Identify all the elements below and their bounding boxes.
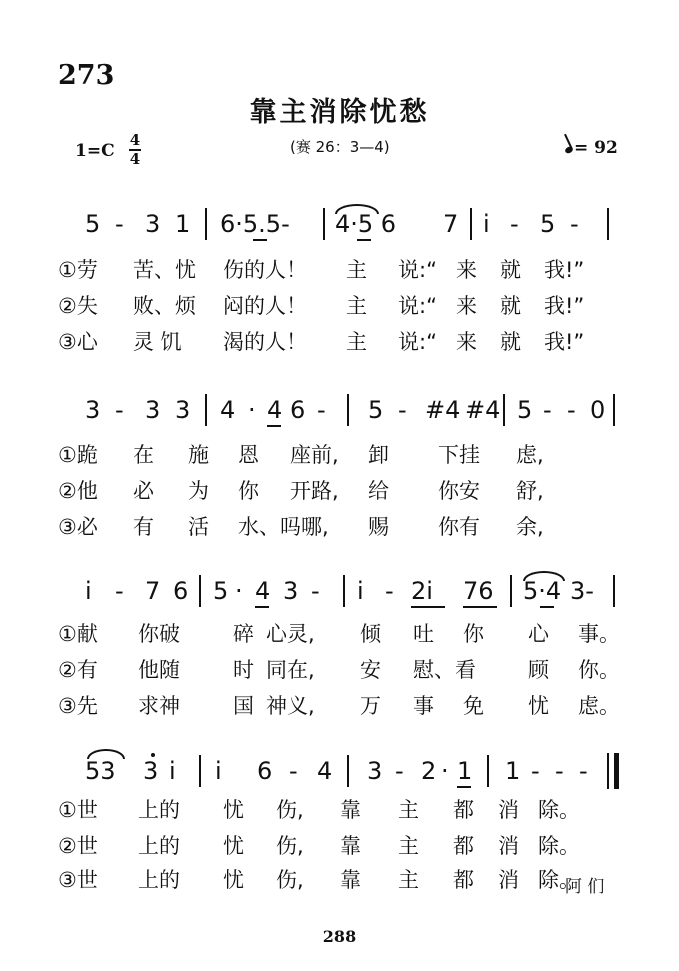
scripture-reference: (赛 26：3—4) (290, 138, 390, 156)
lyric: 消 (498, 868, 519, 892)
bar-line (503, 394, 505, 426)
note: i (357, 577, 364, 605)
note: 5 (517, 396, 533, 424)
lyric: 说:“ (398, 330, 437, 354)
lyrics-row-4-2 (58, 832, 618, 862)
note-group: 53 (85, 757, 116, 785)
bar-line (607, 208, 609, 240)
lyric: ①跪 (58, 443, 98, 467)
lyric: ②失 (58, 294, 98, 318)
note: 3 (143, 757, 159, 785)
lyric: 他随 (138, 658, 180, 682)
note: - (543, 396, 552, 424)
lyric: 伤的人！ (223, 258, 307, 282)
note: 3 (145, 210, 161, 238)
note: 7 (145, 577, 161, 605)
lyric: 除。 (538, 834, 580, 858)
lyric: 主 (398, 798, 419, 822)
lyric: 顾 (528, 658, 549, 682)
lyrics-row-2-1 (58, 441, 618, 471)
note: 5 (213, 577, 229, 605)
underline (267, 425, 281, 427)
lyrics-row-2-3 (58, 513, 618, 543)
note: 1 (505, 757, 521, 785)
note: i (169, 757, 176, 785)
note: i (85, 577, 92, 605)
dot (151, 753, 155, 757)
note: - (398, 396, 407, 424)
lyric: 你。 (578, 658, 620, 682)
lyric: 上的 (138, 834, 180, 858)
slur (523, 571, 565, 581)
lyric: 败、烦 (133, 294, 196, 318)
note: 3 (283, 577, 299, 605)
lyric: 给 (368, 479, 389, 503)
lyric: 主 (346, 330, 367, 354)
underline (411, 606, 445, 608)
lyric: 都 (453, 834, 474, 858)
note: i (215, 757, 222, 785)
lyric: 为 (188, 479, 209, 503)
note: 4 (267, 396, 283, 424)
note: - (570, 210, 579, 238)
lyric: 你 (463, 622, 484, 646)
tempo-value: = 92 (574, 138, 618, 158)
lyric: 安 (360, 658, 381, 682)
final-bar-line (607, 753, 609, 789)
lyric: 靠 (340, 834, 361, 858)
lyric: 慰、看 (413, 658, 476, 682)
lyric: ③世 (58, 868, 98, 892)
final-bar-line-thick (614, 753, 619, 789)
note: 6 (257, 757, 273, 785)
note: #4 (425, 396, 461, 424)
lyric: 上的 (138, 798, 180, 822)
lyric: 事。 (578, 622, 620, 646)
lyric: 同在, (266, 658, 315, 682)
lyric: 求神 (138, 694, 180, 718)
lyric: 说:“ (398, 258, 437, 282)
note: #4 (465, 396, 501, 424)
note: - (385, 577, 394, 605)
lyrics-row-1-1 (58, 256, 618, 286)
lyric: 忧 (223, 834, 244, 858)
lyric: 活 (188, 515, 209, 539)
note: - (555, 757, 564, 785)
underline (457, 786, 471, 788)
lyric: 来 (456, 330, 477, 354)
note: 2 (421, 757, 437, 785)
lyric: 来 (456, 294, 477, 318)
underline (540, 606, 554, 608)
note: 4 (220, 396, 236, 424)
lyric: 座前, (290, 443, 339, 467)
note: 5 (368, 396, 384, 424)
note: · (248, 396, 256, 424)
note-group: 2i (411, 577, 433, 605)
lyric: 开路, (290, 479, 339, 503)
lyric: 碎 (233, 622, 254, 646)
quarter-note-icon (564, 146, 574, 155)
lyric: 苦、忧 (133, 258, 196, 282)
lyric: 万 (360, 694, 381, 718)
lyrics-row-4-3 (58, 866, 618, 896)
note-group: 5·4 (523, 577, 562, 605)
note: 5 (540, 210, 556, 238)
lyric: ③必 (58, 515, 98, 539)
lyric: ①劳 (58, 258, 98, 282)
lyric: 主 (346, 258, 367, 282)
lyrics-row-2-2 (58, 477, 618, 507)
lyric: 来 (456, 258, 477, 282)
lyric: 就 (500, 294, 521, 318)
note-group: 4·5 6 (335, 210, 397, 238)
lyrics-row-3-1 (58, 620, 618, 650)
page-number: 288 (322, 927, 357, 946)
lyric: 靠 (340, 798, 361, 822)
lyric: 主 (398, 834, 419, 858)
note: - (289, 757, 298, 785)
lyric: 心 (528, 622, 549, 646)
note: 3 (175, 396, 191, 424)
note: · (235, 577, 243, 605)
lyric: 在 (133, 443, 154, 467)
lyric: 说:“ (398, 294, 437, 318)
note-group: 6·5.5- (220, 210, 290, 238)
note: · (441, 757, 449, 785)
bar-line (613, 394, 615, 426)
bar-line (510, 575, 512, 607)
note: - (531, 757, 540, 785)
note: 4 (317, 757, 333, 785)
bar-line (205, 208, 207, 240)
lyric: 舒, (516, 479, 544, 503)
bar-line (343, 575, 345, 607)
lyrics-row-4-1 (58, 796, 618, 826)
lyric: 消 (498, 834, 519, 858)
note: - (395, 757, 404, 785)
underline (253, 239, 267, 241)
note-group: 76 (463, 577, 494, 605)
lyric: 除。 (538, 798, 580, 822)
note: - (510, 210, 519, 238)
bar-line (470, 208, 472, 240)
bar-line (199, 575, 201, 607)
lyric: 倾 (360, 622, 381, 646)
lyric: 卸 (368, 443, 389, 467)
lyric: ①世 (58, 798, 98, 822)
key-signature: 1=C (75, 141, 115, 161)
lyric: 赐 (368, 515, 389, 539)
time-signature (128, 132, 142, 168)
lyric: 余, (516, 515, 544, 539)
lyrics-row-1-2 (58, 292, 618, 322)
lyric: 施 (188, 443, 209, 467)
lyric: 吐 (413, 622, 434, 646)
note: - (579, 757, 588, 785)
lyric: 靠 (340, 868, 361, 892)
lyric: 忧 (528, 694, 549, 718)
lyric: 必 (133, 479, 154, 503)
note: 1 (457, 757, 473, 785)
lyric: 我!” (544, 258, 585, 282)
time-signature-bottom: 4 (129, 150, 141, 168)
lyric: 就 (500, 330, 521, 354)
bar-line (323, 208, 325, 240)
note: 3 (367, 757, 383, 785)
bar-line (199, 755, 201, 787)
lyric: 神义, (266, 694, 315, 718)
lyrics-row-3-3 (58, 692, 618, 722)
lyric: 渴的人！ (223, 330, 307, 354)
underline (463, 606, 497, 608)
lyrics-row-3-2 (58, 656, 618, 686)
amen-text: 阿 们 (565, 877, 605, 897)
lyric: 心灵, (266, 622, 315, 646)
lyric: 水、吗哪, (238, 515, 329, 539)
time-signature-top: 4 (129, 131, 141, 149)
lyric: 除。 (538, 868, 580, 892)
lyric: 忧 (223, 868, 244, 892)
lyric: 消 (498, 798, 519, 822)
lyric: 伤, (276, 834, 304, 858)
lyric: 忧 (223, 798, 244, 822)
lyric: 国 (233, 694, 254, 718)
lyric: 就 (500, 258, 521, 282)
lyric: 我!” (544, 294, 585, 318)
lyric: 伤, (276, 798, 304, 822)
note: 3 (85, 396, 101, 424)
note-group: 3- (570, 577, 594, 605)
bar-line (487, 755, 489, 787)
note: - (115, 396, 124, 424)
lyric: ②他 (58, 479, 98, 503)
note: i (483, 210, 490, 238)
lyric: 我!” (544, 330, 585, 354)
lyric: 虑。 (578, 694, 620, 718)
hymn-number: 273 (58, 60, 115, 91)
slur (87, 749, 125, 759)
note: 4 (255, 577, 271, 605)
lyric: 灵 饥 (133, 330, 182, 354)
note: 6 (290, 396, 306, 424)
lyric: 主 (398, 868, 419, 892)
lyrics-row-1-3 (58, 328, 618, 358)
note: - (567, 396, 576, 424)
lyric: 你破 (138, 622, 180, 646)
lyric: 虑, (516, 443, 544, 467)
bar-line (613, 575, 615, 607)
lyric: ③先 (58, 694, 98, 718)
lyric: 下挂 (438, 443, 480, 467)
note: 7 (443, 210, 459, 238)
lyric: 闷的人！ (223, 294, 307, 318)
underline (255, 606, 269, 608)
lyric: 主 (346, 294, 367, 318)
hymn-title: 靠主消除忧愁 (249, 97, 430, 128)
note: 1 (175, 210, 191, 238)
note: 3 (145, 396, 161, 424)
lyric: 时 (233, 658, 254, 682)
note: 0 (590, 396, 606, 424)
lyric: 都 (453, 798, 474, 822)
lyric: 你 (238, 479, 259, 503)
slur (335, 204, 379, 214)
lyric: 免 (463, 694, 484, 718)
note: 5 (85, 210, 101, 238)
lyric: 有 (133, 515, 154, 539)
note: - (115, 577, 124, 605)
note: 6 (173, 577, 189, 605)
lyric: 恩 (238, 443, 259, 467)
lyric: ②世 (58, 834, 98, 858)
lyric: ①献 (58, 622, 98, 646)
tempo-marking (565, 138, 618, 158)
lyric: 伤, (276, 868, 304, 892)
lyric: 事 (413, 694, 434, 718)
note: - (317, 396, 326, 424)
bar-line (347, 394, 349, 426)
lyric: ②有 (58, 658, 98, 682)
lyric: 你安 (438, 479, 480, 503)
note: - (115, 210, 124, 238)
note: - (311, 577, 320, 605)
underline (357, 239, 371, 241)
lyric: 都 (453, 868, 474, 892)
bar-line (205, 394, 207, 426)
lyric: 上的 (138, 868, 180, 892)
lyric: ③心 (58, 330, 98, 354)
lyric: 你有 (438, 515, 480, 539)
bar-line (347, 755, 349, 787)
